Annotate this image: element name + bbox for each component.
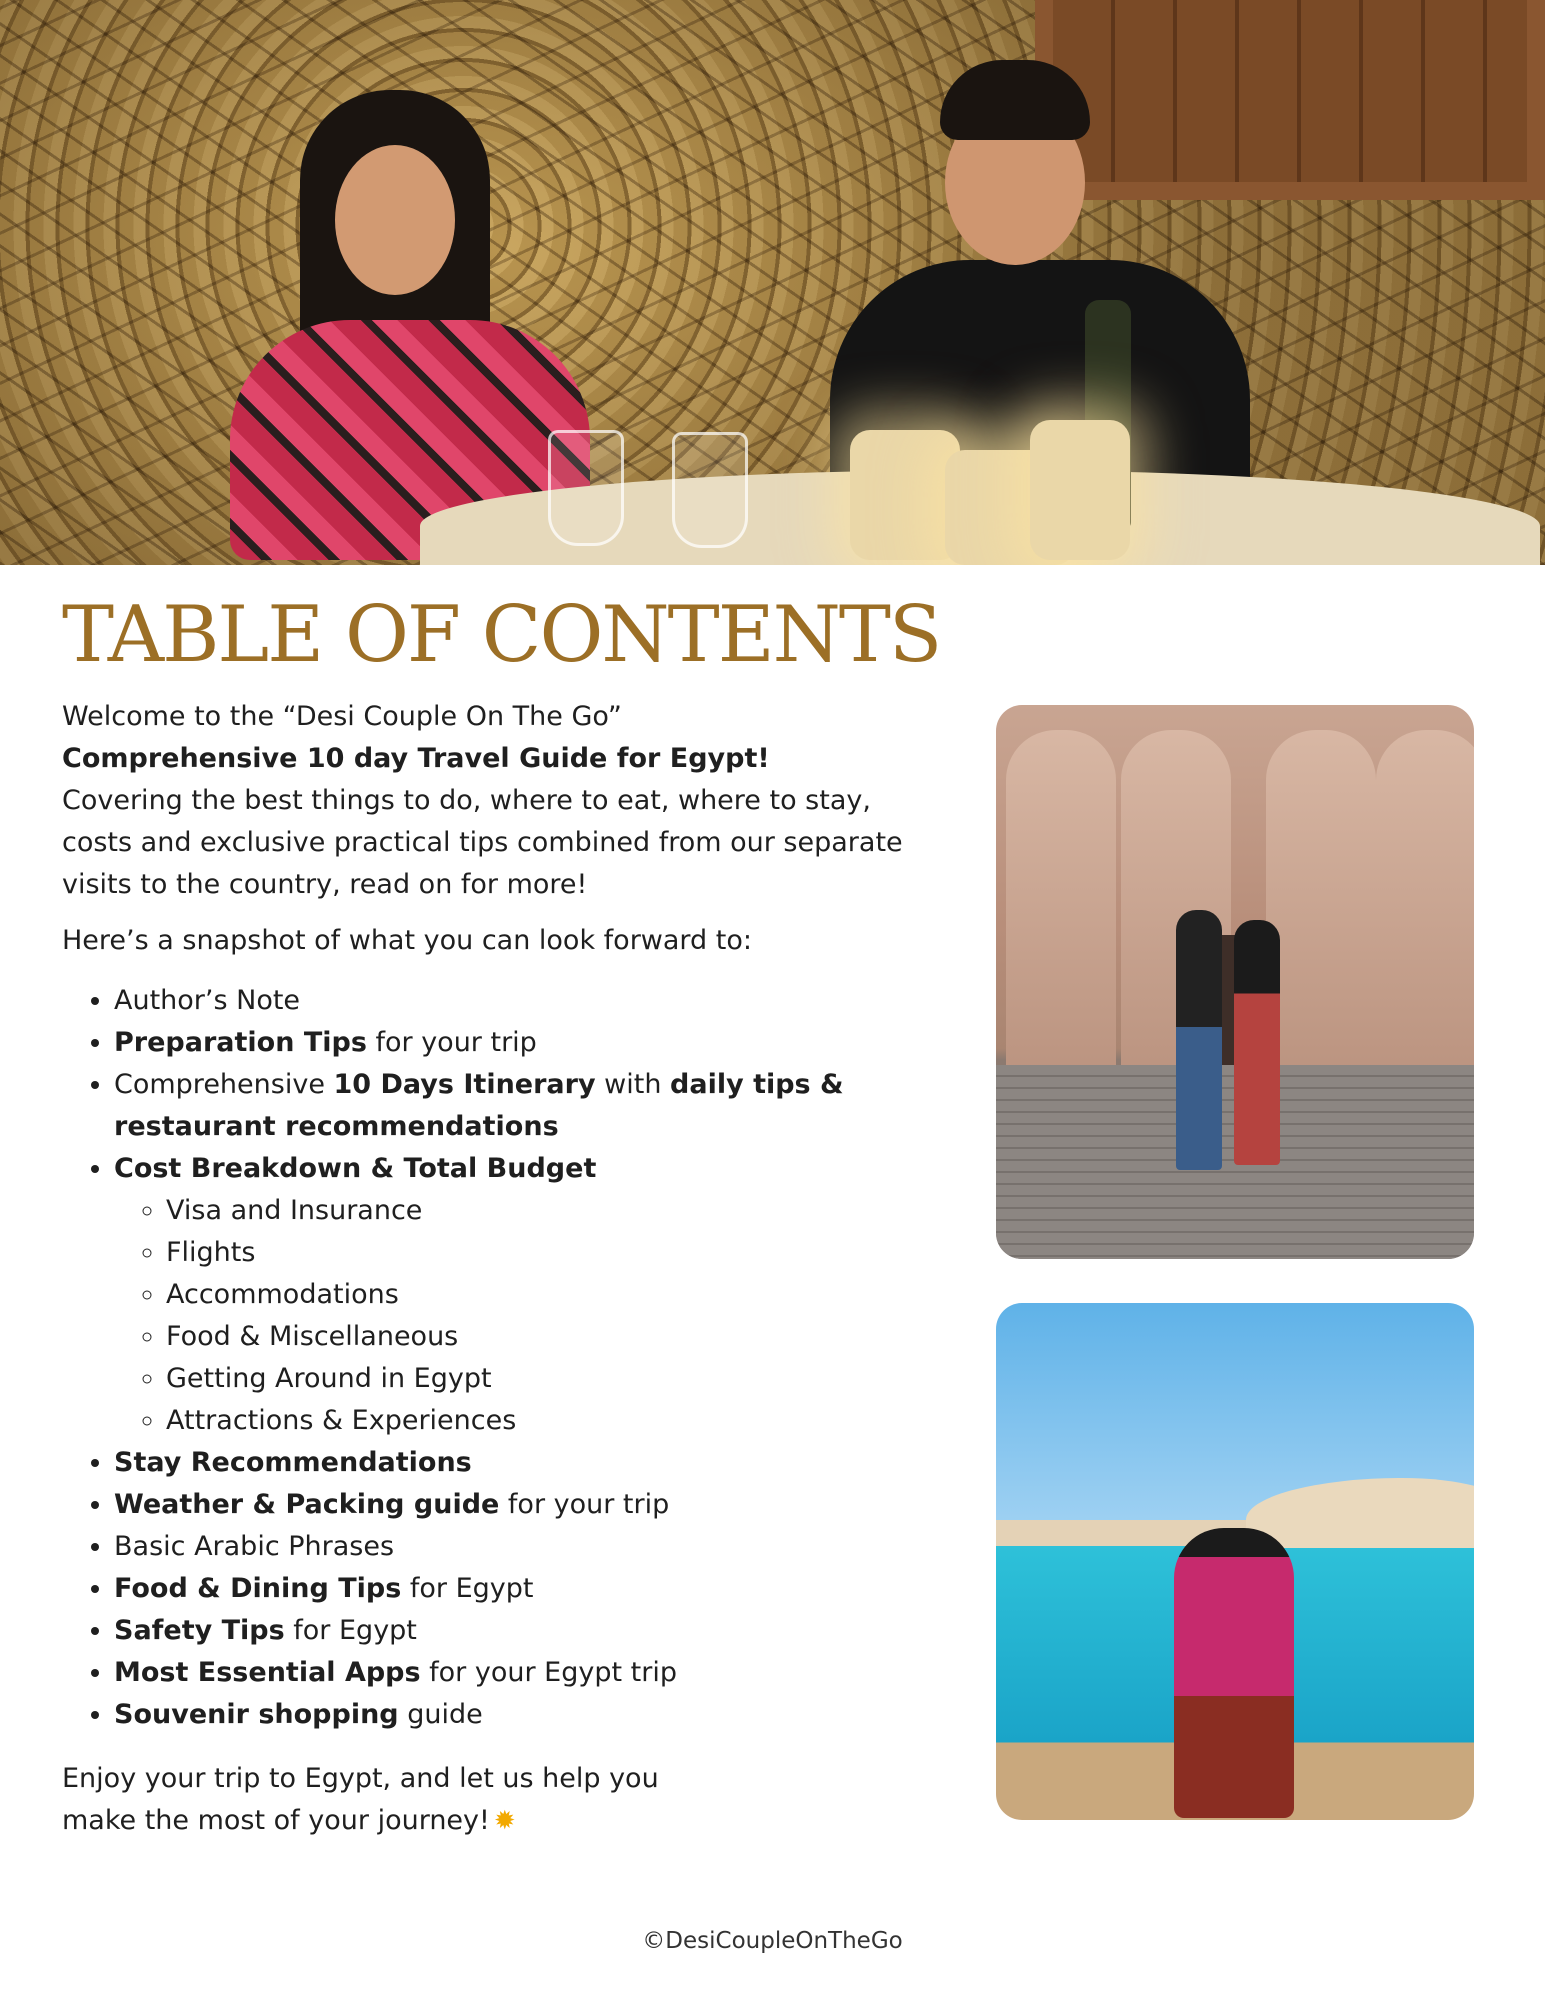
toc-item-rest: guide [398,1699,483,1730]
toc-sublist [114,1190,922,1442]
toc-item [114,1526,922,1568]
toc-item-mid: with [595,1069,671,1100]
toc-subitem: ◦ Accommodations [166,1274,922,1316]
toc-item-rest: for your trip [499,1489,670,1520]
intro-line-3: Covering the best things to do, where to eat, where to stay, costs and exclusive practical tips combined from our separate visits to the country, read on for more! [62,785,903,900]
man-figure [1176,910,1222,1170]
closing-line-1: Enjoy your trip to Egypt, and let us help you [62,1763,659,1794]
toc-item [114,1442,922,1484]
statue [1266,730,1376,1110]
snapshot-line: Here’s a snapshot of what you can look forward to: [62,925,752,956]
toc-subitem: ◦ Attractions & Experiences [166,1400,922,1442]
toc-item-bold: Preparation Tips [114,1027,367,1058]
toc-item [114,980,922,1022]
toc-subitem: ◦ Visa and Insurance [166,1190,922,1232]
statue [1006,730,1116,1110]
toc-item-bold: daily tips & restaurant recommendations [114,1069,844,1142]
toc-list [62,980,922,1736]
toc-item-bold: Stay Recommendations [114,1447,472,1478]
toc-item-bold: Most Essential Apps [114,1657,421,1688]
water-glass [672,432,748,548]
toc-item [114,1694,922,1736]
page-title: TABLE OF CONTENTS [62,590,941,680]
toc-subitem: ◦ Flights [166,1232,922,1274]
intro-line-2: Comprehensive 10 day Travel Guide for Egypt! [62,743,770,774]
toc-item-bold: Food & Dining Tips [114,1573,402,1604]
toc-item [114,1568,922,1610]
toc-item-bold: Weather & Packing guide [114,1489,500,1520]
toc-item-bold: 10 Days Itinerary [333,1069,596,1100]
woman-figure [230,90,590,550]
woman-figure [1174,1528,1294,1818]
candle [1030,420,1130,560]
toc-item-rest: for Egypt [284,1615,417,1646]
sun-icon: ✹ [493,1806,516,1836]
copyright-footer: ©DesiCoupleOnTheGo [642,1928,903,1954]
closing-line-2: make the most of your journey! [62,1805,490,1836]
temple-photo [996,705,1474,1259]
toc-item-bold: Souvenir shopping [114,1699,399,1730]
toc-item-label: Basic Arabic Phrases [114,1531,395,1562]
toc-item [114,1148,922,1442]
sand-dune [1246,1478,1474,1548]
lake-photo [996,1303,1474,1820]
toc-item-bold: Cost Breakdown & Total Budget [114,1153,597,1184]
candle [850,430,960,560]
toc-item [114,1610,922,1652]
toc-subitem: ◦ Food & Miscellaneous [166,1316,922,1358]
toc-item [114,1064,922,1148]
toc-subitem: ◦ Getting Around in Egypt [166,1358,922,1400]
toc-item [114,1484,922,1526]
toc-item-label: Author’s Note [114,985,301,1016]
woman-figure [1234,920,1280,1165]
closing-paragraph [62,1758,922,1842]
statue [1376,730,1474,1110]
hero-photo [0,0,1545,565]
intro-paragraph [62,696,922,906]
toc-item [114,1022,922,1064]
toc-item [114,1652,922,1694]
toc-content [62,696,922,1842]
wine-glass [548,430,624,546]
toc-item-rest: for Egypt [401,1573,534,1604]
intro-line-1: Welcome to the “Desi Couple On The Go” [62,701,622,732]
toc-item-bold: Safety Tips [114,1615,285,1646]
toc-item-rest: for your Egypt trip [420,1657,677,1688]
toc-item-rest: for your trip [366,1027,537,1058]
toc-item-pre: Comprehensive [114,1069,334,1100]
